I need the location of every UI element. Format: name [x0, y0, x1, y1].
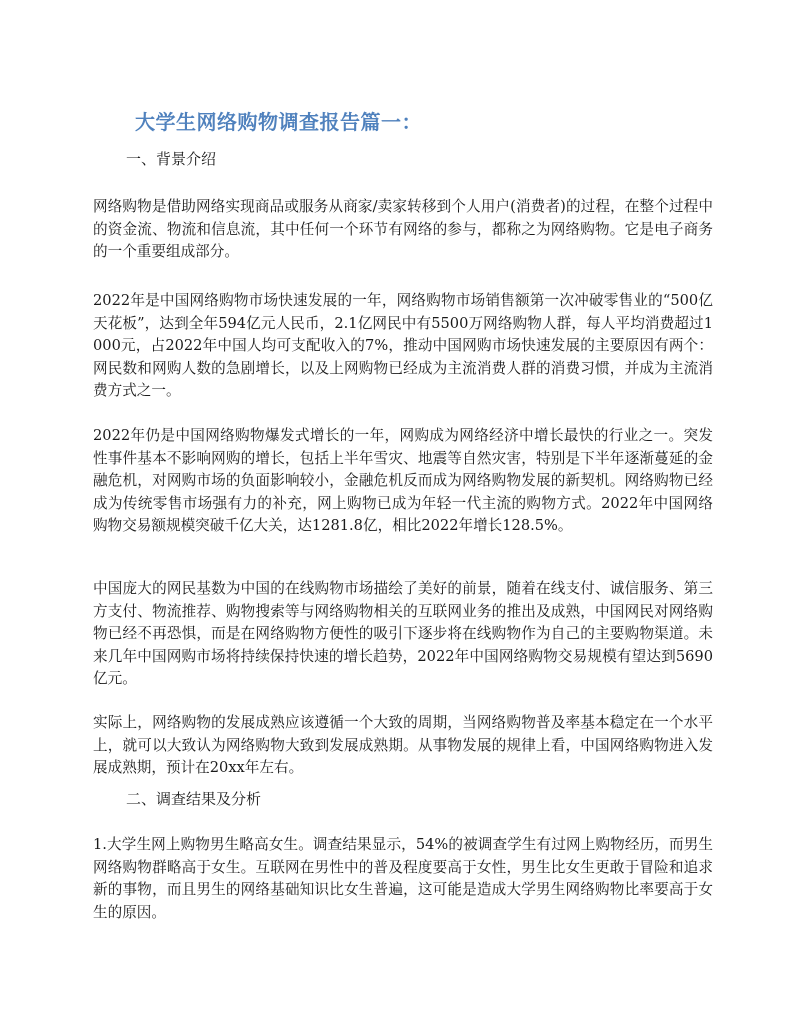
- paragraph-maturity: 实际上，网络购物的发展成熟应该遵循一个大致的周期，当网络购物普及率基本稳定在一个水平上，就可以大致认为网络购物大致到发展成熟期。从事物发展的规律上看，中国网络购物进入发展成熟期，预计在20xx年左右。: [93, 714, 713, 776]
- paragraph-outlook: 中国庞大的网民基数为中国的在线购物市场描绘了美好的前景，随着在线支付、诚信服务、第三方支付、物流推荐、购物搜索等与网络购物相关的互联网业务的推出及成熟，中国网民对网络购物已经不再恐惧，而是在网络购物方便性的吸引下逐步将在线购物作为自己的主要购物渠道。未来几年中国网购市场将持续保持快速的增长趋势，2022年中国网络购物交易规模有望达到5690亿元。: [93, 580, 713, 687]
- paragraph-definition: 网络购物是借助网络实现商品或服务从商家/卖家转移到个人用户(消费者)的过程，在整个过程中的资金流、物流和信息流，其中任何一个环节有网络的参与，都称之为网络购物。它是电子商务的一个重要组成部分。: [93, 198, 713, 260]
- paragraph-market-2022-b: 2022年仍是中国网络购物爆发式增长的一年，网购成为网络经济中增长最快的行业之一。突发性事件基本不影响网购的增长，包括上半年雪灾、地震等自然灾害，特别是下半年逐渐蔓延的金融危机，对网购市场的负面影响较小，金融危机反而成为网络购物发展的新契机。网络购物已经成为传统零售市场强有力的补充，网上购物已成为年轻一代主流的购物方式。2022年中国网络购物交易额规模突破千亿大关，达1281.8亿，相比2022年增长128.5%。: [93, 427, 713, 534]
- section-heading-results: 二、调查结果及分析: [126, 790, 262, 808]
- section-heading-background: 一、背景介绍: [126, 150, 217, 168]
- document-title: 大学生网络购物调查报告篇一：: [135, 110, 422, 134]
- paragraph-market-2022-a: 2022年是中国网络购物市场快速发展的一年，网络购物市场销售额第一次冲破零售业的“500亿天花板”，达到全年594亿元人民币，2.1亿网民中有5500万网络购物人群，每人平均消费超过1000元，占2022年中国人均可支配收入的7%，推动中国网购市场快速发展的主要原因有两个：网民数和网购人数的急剧增长，以及上网购物已经成为主流消费人群的消费习惯，并成为主流消费方式之一。: [93, 292, 713, 399]
- paragraph-result-1: 1.大学生网上购物男生略高女生。调查结果显示，54%的被调查学生有过网上购物经历，而男生网络购物群略高于女生。互联网在男性中的普及程度要高于女性，男生比女生更敢于冒险和追求新的事物，而且男生的网络基础知识比女生普遍，这可能是造成大学男生网络购物比率要高于女生的原因。: [93, 836, 713, 921]
